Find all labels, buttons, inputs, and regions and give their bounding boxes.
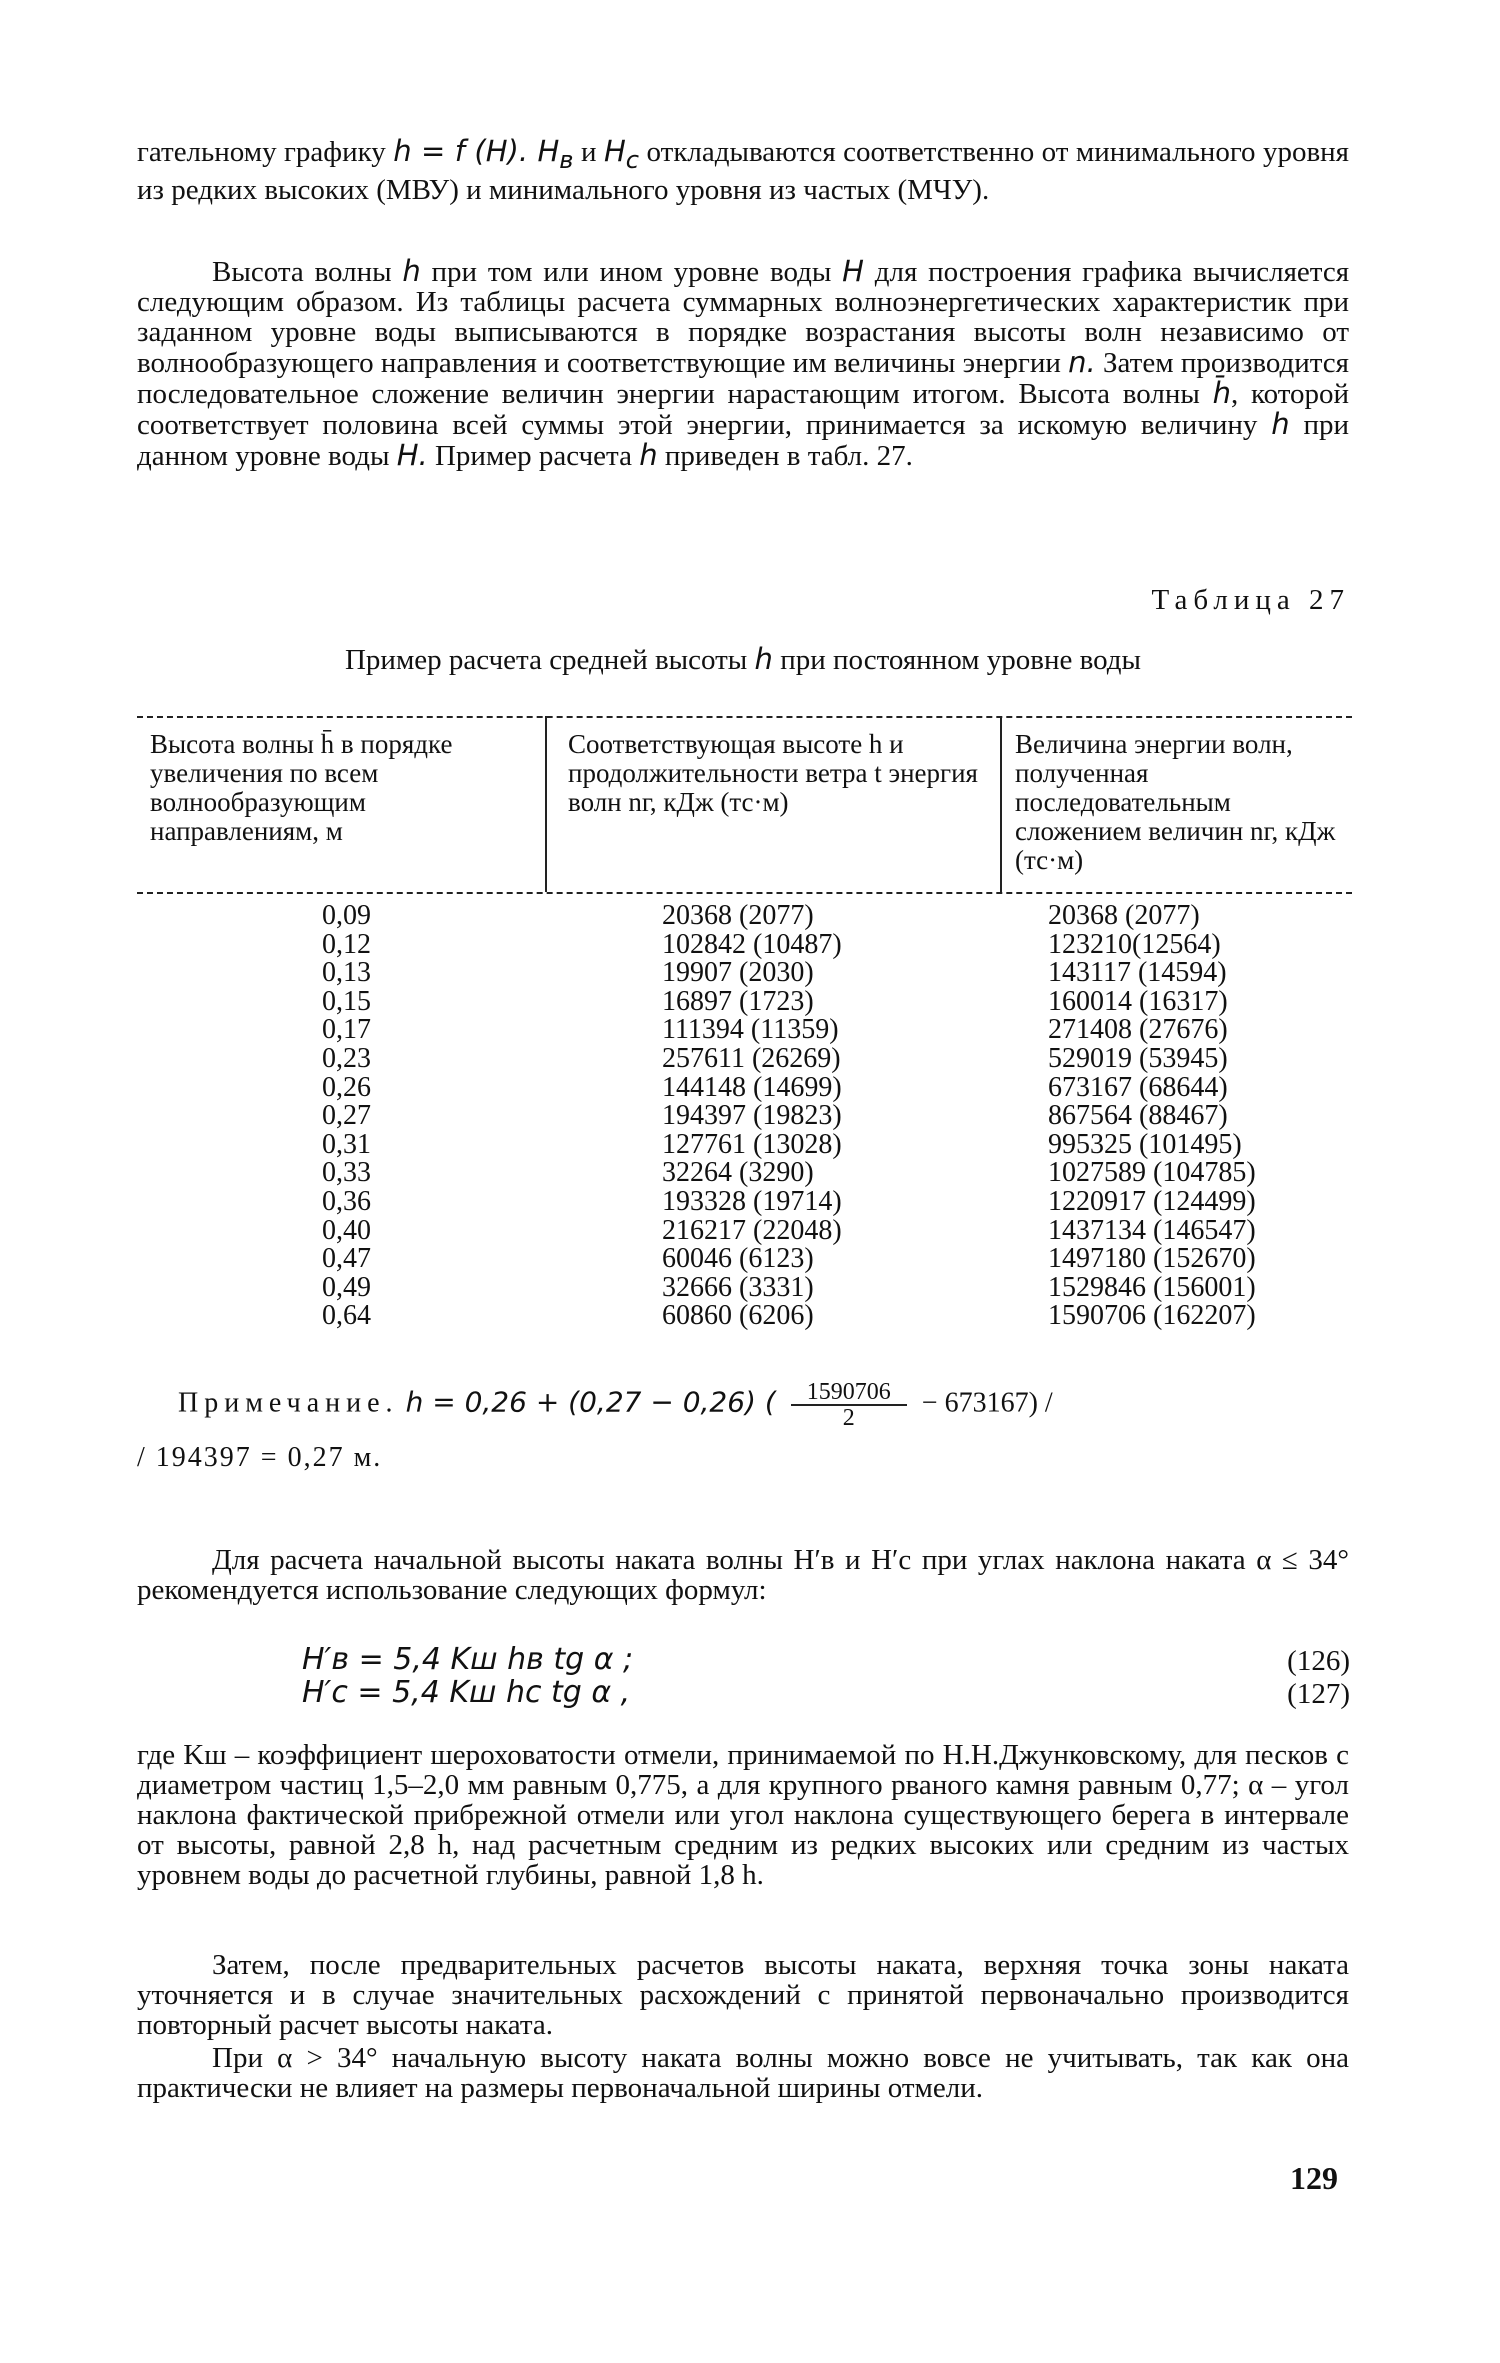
- table-cell-energy: 60860 (6206): [662, 1300, 814, 1332]
- table-cell-cumulative: 1497180 (152670): [1048, 1243, 1256, 1275]
- intro-text-2: и: [573, 136, 604, 168]
- table-cell-cumulative: 995325 (101495): [1048, 1128, 1242, 1160]
- table-cell-height: 0,40: [322, 1214, 371, 1246]
- formula-number-127: (127): [1287, 1678, 1350, 1710]
- table-cell-cumulative: 1590706 (162207): [1048, 1300, 1256, 1332]
- note-fraction: [791, 1380, 907, 1430]
- table-cell-cumulative: 529019 (53945): [1048, 1042, 1228, 1074]
- intro-paragraph: [137, 136, 1349, 205]
- table-top-rule: [137, 716, 1352, 718]
- note-formula-b: − 673167) /: [921, 1387, 1053, 1419]
- table-cell-cumulative: 673167 (68644): [1048, 1071, 1228, 1103]
- table-cell-cumulative: 143117 (14594): [1048, 957, 1227, 989]
- table-cell-height: 0,49: [322, 1271, 371, 1303]
- table-col-divider-1: [545, 716, 547, 892]
- p2-e: , которой соответствует половина всей суммы этой энергии, принимается за искомую величину: [137, 378, 1350, 441]
- p2-H2: H.: [396, 438, 428, 472]
- paragraph-wave-height: [137, 256, 1349, 471]
- table-cell-energy: 102842 (10487): [662, 928, 842, 960]
- p2-d: Затем производится последовательное сложение величин энергии нарастающим итогом. Высота волны: [137, 347, 1349, 410]
- table-title-b: при постоянном уровне воды: [780, 644, 1141, 676]
- table-cell-height: 0,13: [322, 957, 371, 989]
- table-cell-height: 0,36: [322, 1185, 371, 1217]
- table-cell-energy: 194397 (19823): [662, 1100, 842, 1132]
- formula-number-126: (126): [1287, 1645, 1350, 1677]
- table-cell-height: 0,15: [322, 985, 371, 1017]
- p2-H: H: [842, 254, 864, 288]
- table-cell-height: 0,64: [322, 1300, 371, 1332]
- p2-hbar: h̄: [1212, 376, 1231, 410]
- note-label: Примечание.: [178, 1387, 399, 1419]
- table-header-cumulative: Величина энергии волн, полученная последовательным сложением величин nг, кДж (тс·м): [1015, 729, 1336, 875]
- table-cell-energy: 19907 (2030): [662, 957, 814, 989]
- table-cell-cumulative: 1220917 (124499): [1048, 1185, 1256, 1217]
- paragraph-angle: При α > 34° начальную высоту наката волны можно вовсе не учитывать, так как она практически не влияет на размеры первоначальной ширины отмели.: [137, 2042, 1349, 2104]
- table-cell-energy: 216217 (22048): [662, 1214, 842, 1246]
- intro-sub-v: в: [559, 145, 574, 174]
- paragraph-runup-height: Для расчета начальной высоты наката волны H′в и H′c при углах наклона наката α ≤ 34° рекомендуется использование следующих формул:: [137, 1544, 1349, 1606]
- table-cell-energy: 111394 (11359): [662, 1014, 839, 1046]
- formula-126: H′в = 5,4 Kш hв tg α ;: [302, 1642, 634, 1677]
- table-cell-height: 0,17: [322, 1014, 371, 1046]
- table-cell-cumulative: 867564 (88467): [1048, 1100, 1228, 1132]
- table-note: [178, 1380, 1053, 1430]
- table-cell-cumulative: 1529846 (156001): [1048, 1271, 1256, 1303]
- table-cell-height: 0,27: [322, 1100, 371, 1132]
- table-header-energy: Соответствующая высоте h и продолжительности ветра t энергия волн nг, кДж (тс·м): [568, 729, 978, 817]
- p2-c: для построения графика вычисляется следующим образом. Из таблицы расчета суммарных волноэнергетических характеристик при заданном уровне воды выписываются в порядке возрастания высоты волн независимо от волнообразующего направления и соответствующие им величины энергии: [137, 256, 1350, 379]
- table-cell-cumulative: 271408 (27676): [1048, 1014, 1228, 1046]
- table-cell-energy: 127761 (13028): [662, 1128, 842, 1160]
- table-cell-height: 0,33: [322, 1157, 371, 1189]
- table-cell-cumulative: 123210(12564): [1048, 928, 1221, 960]
- intro-formula-1: h = f (H). H: [393, 134, 560, 168]
- p2-h3: h: [639, 438, 658, 472]
- table-cell-cumulative: 160014 (16317): [1048, 985, 1228, 1017]
- note-formula-a: h = 0,26 + (0,27 − 0,26) (: [405, 1385, 776, 1419]
- table-column-heights: [322, 902, 422, 1331]
- paragraph-where: где Kш – коэффициент шероховатости отмели, принимаемой по Н.Н.Джунковскому, для песков с диаметром частиц 1,5–2,0 мм равным 0,775, а для крупного рваного камня равным 0,77; α – угол наклона фактической прибрежной отмели или угол наклона существующего берега в интервале от высоты, равной 2,8 h, над расчетным средним из редких высоких или средним из частых уровнем воды до расчетной глубины, равной 1,8 h.: [137, 1739, 1349, 1891]
- intro-text-1: гательному графику: [137, 136, 386, 168]
- table-cell-height: 0,09: [322, 900, 371, 931]
- p2-a: Высота волны: [212, 256, 392, 288]
- intro-text-3: откладываются соответственно от минимального уровня из редких высоких (МВУ) и минимального уровня из частых (МЧУ).: [137, 136, 1349, 206]
- table-cell-cumulative: 1027589 (104785): [1048, 1157, 1256, 1189]
- table-cell-energy: 32264 (3290): [662, 1157, 814, 1189]
- p2-h2: h: [1271, 407, 1290, 441]
- table-cell-height: 0,12: [322, 928, 371, 960]
- table-cell-energy: 20368 (2077): [662, 900, 814, 931]
- note-numerator: 1590706: [791, 1380, 907, 1406]
- formula-127: H′c = 5,4 Kш hc tg α ,: [302, 1675, 631, 1710]
- table-cell-height: 0,26: [322, 1071, 371, 1103]
- table-col-divider-2: [1000, 716, 1002, 892]
- p2-h: h: [402, 254, 421, 288]
- table-cell-cumulative: 20368 (2077): [1048, 900, 1200, 931]
- table-title-h: h: [754, 642, 773, 676]
- table-cell-energy: 193328 (19714): [662, 1185, 842, 1217]
- paragraph-then: Затем, после предварительных расчетов высоты наката, верхняя точка зоны наката уточняется и в случае значительных расхождений с принятой первоначально производится повторный расчет высоты наката.: [137, 1949, 1349, 2041]
- p2-b: при том или ином уровне воды: [431, 256, 832, 288]
- table-cell-energy: 257611 (26269): [662, 1042, 841, 1074]
- note-line-2: / 194397 = 0,27 м.: [137, 1442, 383, 1473]
- table-cell-cumulative: 1437134 (146547): [1048, 1214, 1256, 1246]
- table-cell-height: 0,23: [322, 1042, 371, 1074]
- p2-i: приведен в табл. 27.: [664, 440, 913, 472]
- table-column-cumulative: [1048, 902, 1348, 1331]
- table-title: [137, 642, 1349, 677]
- note-denominator: 2: [842, 1405, 855, 1431]
- table-header-height: Высота волны h̄ в порядке увеличения по всем волнообразующим направлениям, м: [150, 729, 453, 846]
- intro-sub-c: c: [625, 145, 640, 174]
- intro-formula-2: H: [603, 134, 626, 168]
- table-cell-energy: 32666 (3331): [662, 1271, 814, 1303]
- p2-g: Пример расчета: [434, 440, 632, 472]
- table-title-a: Пример расчета средней высоты: [344, 644, 748, 676]
- table-cell-height: 0,47: [322, 1243, 371, 1275]
- page-number: 129: [1290, 2160, 1338, 2196]
- table-header-rule: [137, 892, 1352, 894]
- p2-f: при данном уровне воды: [137, 409, 1349, 472]
- table-cell-energy: 16897 (1723): [662, 985, 814, 1017]
- table-label: Таблица 27: [1151, 584, 1350, 616]
- table-cell-height: 0,31: [322, 1128, 371, 1160]
- table-column-energy: [662, 902, 922, 1331]
- table-cell-energy: 60046 (6123): [662, 1243, 814, 1275]
- p2-n: n.: [1068, 345, 1096, 379]
- table-cell-energy: 144148 (14699): [662, 1071, 842, 1103]
